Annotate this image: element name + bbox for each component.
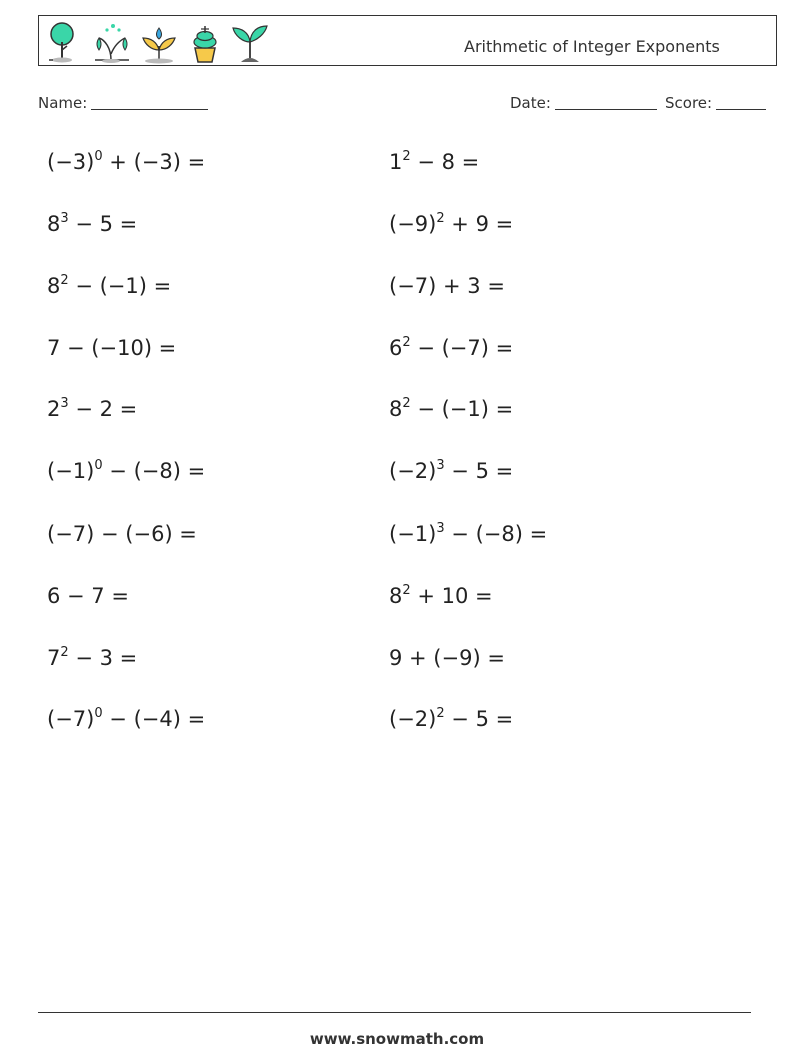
- problem-left-7: [47, 522, 197, 546]
- problem-rest: − (−4) =: [102, 707, 206, 731]
- problem-rest: + 9 =: [444, 212, 514, 236]
- problem-base: 7 − (−10) =: [47, 336, 177, 360]
- problem-left-5: [47, 397, 137, 421]
- problem-right-9: [389, 646, 505, 670]
- problem-right-10: [389, 707, 513, 731]
- problem-base: (−7) − (−6) =: [47, 522, 197, 546]
- problem-base: (−1): [47, 459, 95, 483]
- problem-left-8: [47, 584, 129, 608]
- problem-rest: + 10 =: [410, 584, 493, 608]
- problem-rest: − 3 =: [68, 646, 138, 670]
- problem-exponent: 2: [436, 706, 445, 721]
- problem-base: (−7): [47, 707, 95, 731]
- problem-left-4: [47, 336, 176, 360]
- problem-rest: − 5 =: [68, 212, 138, 236]
- problem-left-6: [47, 459, 205, 483]
- problem-right-2: [389, 212, 513, 236]
- problem-right-6: [389, 459, 513, 483]
- problem-exponent: 3: [60, 211, 69, 226]
- problem-exponent: 0: [94, 706, 103, 721]
- problem-base: (−3): [47, 150, 95, 174]
- footer-url: www.snowmath.com: [309, 1030, 485, 1048]
- problem-exponent: 2: [436, 211, 445, 226]
- problem-rest: − (−1) =: [410, 397, 514, 421]
- problem-exponent: 2: [402, 396, 411, 411]
- problem-left-2: [47, 212, 137, 236]
- footer-divider: [38, 1012, 751, 1013]
- problem-right-3: [389, 274, 505, 298]
- problem-exponent: 2: [402, 149, 411, 164]
- problem-base: 8: [389, 584, 403, 608]
- sprout-droplet-icon: [139, 20, 179, 64]
- problem-right-5: [389, 397, 513, 421]
- date-blank[interactable]: [555, 95, 657, 110]
- problem-rest: + (−3) =: [102, 150, 206, 174]
- worksheet-header: [38, 15, 777, 66]
- problem-exponent: 2: [402, 335, 411, 350]
- problem-left-10: [47, 707, 205, 731]
- problem-exponent: 3: [436, 458, 445, 473]
- problem-rest: − (−8) =: [444, 522, 548, 546]
- problem-rest: − 8 =: [410, 150, 480, 174]
- problem-exponent: 0: [94, 458, 103, 473]
- problem-exponent: 0: [94, 149, 103, 164]
- date-field: [510, 94, 657, 112]
- problem-base: 7: [47, 646, 61, 670]
- score-field: [665, 94, 766, 112]
- problem-base: 9 + (−9) =: [389, 646, 505, 670]
- problem-base: (−9): [389, 212, 437, 236]
- problem-exponent: 3: [60, 396, 69, 411]
- problem-left-9: [47, 646, 137, 670]
- problem-base: 8: [47, 212, 61, 236]
- problem-base: (−1): [389, 522, 437, 546]
- problem-base: 6: [389, 336, 403, 360]
- problem-base: (−2): [389, 707, 437, 731]
- seedling-icon: [229, 20, 271, 64]
- problem-right-4: [389, 336, 513, 360]
- score-blank[interactable]: [716, 95, 766, 110]
- problem-rest: − (−1) =: [68, 274, 172, 298]
- problem-base: 1: [389, 150, 403, 174]
- problem-exponent: 2: [60, 645, 69, 660]
- problem-left-3: [47, 274, 171, 298]
- problem-left-1: [47, 150, 205, 174]
- problem-base: (−7) + 3 =: [389, 274, 505, 298]
- problem-rest: − 2 =: [68, 397, 138, 421]
- problem-right-8: [389, 584, 493, 608]
- tree-icon: [45, 20, 79, 64]
- name-blank[interactable]: [91, 95, 208, 110]
- potted-plant-icon: [187, 20, 223, 64]
- problem-exponent: 2: [60, 273, 69, 288]
- problem-rest: − (−7) =: [410, 336, 514, 360]
- name-label: Name:: [38, 94, 88, 112]
- problem-base: 8: [389, 397, 403, 421]
- problem-base: 6 − 7 =: [47, 584, 129, 608]
- problem-base: 2: [47, 397, 61, 421]
- problem-right-1: [389, 150, 479, 174]
- score-label: Score:: [665, 94, 713, 112]
- worksheet-title: Arithmetic of Integer Exponents: [464, 37, 720, 56]
- problem-right-7: [389, 522, 547, 546]
- name-field: [38, 94, 208, 112]
- problem-exponent: 3: [436, 521, 445, 536]
- problem-rest: − 5 =: [444, 459, 514, 483]
- problem-base: 8: [47, 274, 61, 298]
- watering-plant-icon: [91, 20, 131, 64]
- problem-rest: − 5 =: [444, 707, 514, 731]
- problem-base: (−2): [389, 459, 437, 483]
- date-label: Date:: [510, 94, 551, 112]
- problem-exponent: 2: [402, 583, 411, 598]
- problem-rest: − (−8) =: [102, 459, 206, 483]
